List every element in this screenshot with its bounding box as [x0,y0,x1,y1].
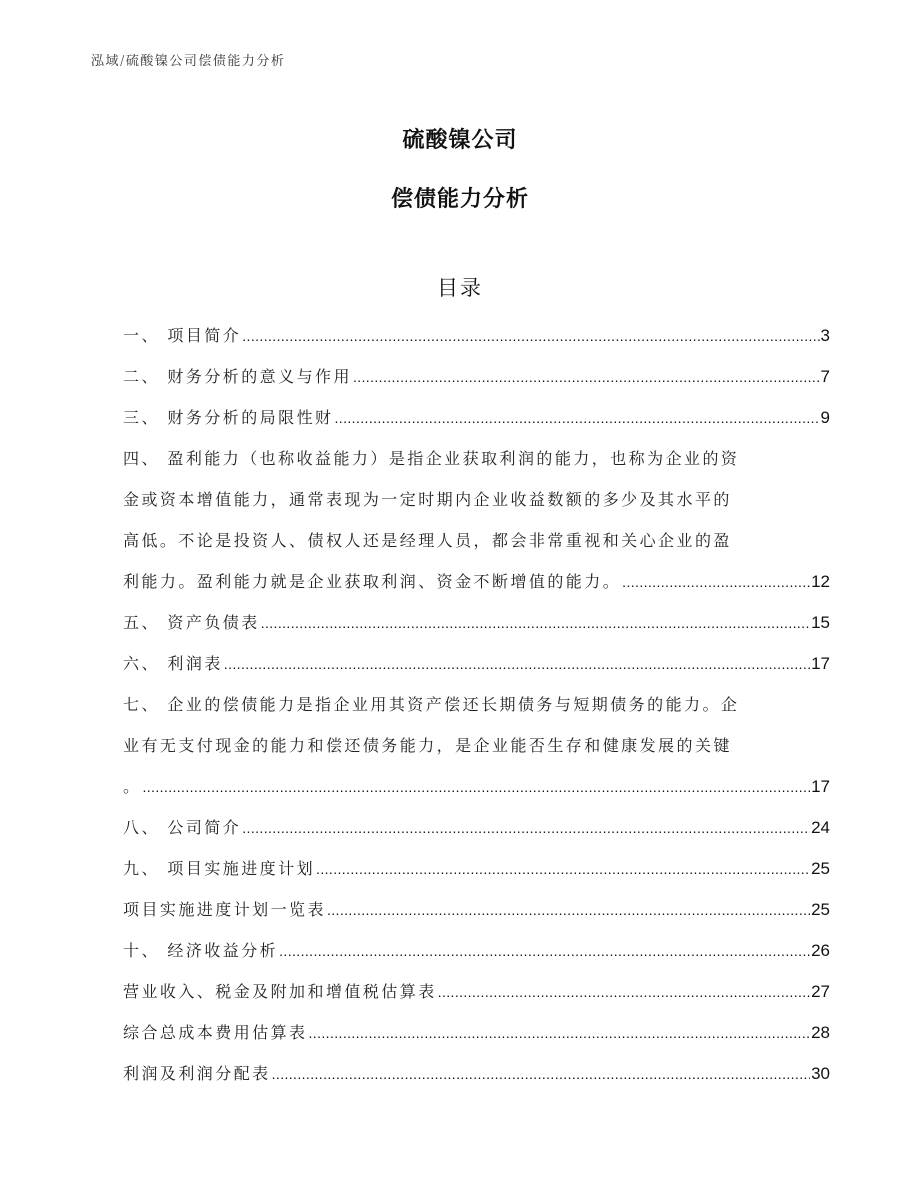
toc-entry-text: 一、 项目简介 [123,326,242,345]
dot-leader [335,403,820,433]
toc-entry[interactable] [123,936,830,977]
toc-entry[interactable] [123,1059,830,1100]
toc-entry-text: 六、 利润表 [123,654,223,673]
toc-page-number: 25 [811,900,830,919]
toc-entry-text: 营业收入、税金及附加和增值税估算表 [123,982,437,1001]
document-subtitle: 偿债能力分析 [390,187,529,212]
dot-leader [438,977,810,1007]
toc-page-number: 17 [811,654,830,673]
toc-entry-text: 九、 项目实施进度计划 [123,859,316,878]
document-title: 硫酸镍公司 [402,128,518,153]
toc-entry-text: 三、 财务分析的局限性财 [123,408,334,427]
toc-page-number: 15 [811,613,830,632]
toc-entry-text: 综合总成本费用估算表 [123,1023,308,1042]
dot-leader [622,567,810,597]
toc-entry[interactable] [123,403,830,444]
toc-entry[interactable] [123,321,830,362]
dot-leader [224,649,810,679]
table-of-contents [123,321,830,1100]
toc-entry[interactable] [123,977,830,1018]
toc-entry-text: 利润及利润分配表 [123,1064,271,1083]
toc-entry[interactable] [123,608,830,649]
toc-entry-text: 八、 公司简介 [123,818,242,837]
toc-heading: 目录 [437,276,483,300]
toc-entry-text: 业有无支付现金的能力和偿还债务能力，是企业能否生存和健康发展的关键 [123,736,732,755]
dot-leader [242,321,819,351]
toc-entry-text: 七、 企业的偿债能力是指企业用其资产偿还长期债务与短期债务的能力。企 [123,695,740,714]
running-header: 泓域/硫酸镍公司偿债能力分析 [91,54,286,69]
dot-leader [242,813,810,843]
toc-page-number: 12 [811,572,830,591]
toc-entry[interactable] [123,895,830,936]
dot-leader [327,895,810,925]
toc-page-number: 3 [820,326,830,345]
toc-page-number: 26 [811,941,830,960]
toc-page-number: 30 [811,1064,830,1083]
toc-entry-text: 利能力。盈利能力就是企业获取利润、资金不断增值的能力。 [123,572,622,591]
dot-leader [142,772,810,802]
toc-entry-text: 二、 财务分析的意义与作用 [123,367,352,386]
dot-leader [309,1018,811,1048]
toc-entry-text: 高低。不论是投资人、债权人还是经理人员，都会非常重视和关心企业的盈 [123,531,732,550]
toc-entry[interactable] [123,444,830,608]
toc-entry[interactable] [123,649,830,690]
dot-leader [353,362,820,392]
toc-entry[interactable] [123,690,830,813]
toc-entry-text: 五、 资产负债表 [123,613,260,632]
toc-page-number: 17 [811,777,830,796]
toc-page-number: 9 [820,408,830,427]
dot-leader [261,608,810,638]
toc-page-number: 25 [811,859,830,878]
toc-entry-text: 四、 盈利能力（也称收益能力）是指企业获取利润的能力，也称为企业的资 [123,449,740,468]
toc-entry[interactable] [123,1018,830,1059]
toc-page-number: 24 [811,818,830,837]
toc-entry-text: 。 [123,777,142,796]
toc-entry[interactable] [123,854,830,895]
toc-entry-text: 金或资本增值能力，通常表现为一定时期内企业收益数额的多少及其水平的 [123,490,732,509]
toc-page-number: 27 [811,982,830,1001]
toc-page-number: 28 [811,1023,830,1042]
toc-entry-text: 项目实施进度计划一览表 [123,900,326,919]
dot-leader [272,1059,810,1089]
dot-leader [316,854,810,884]
toc-page-number: 7 [820,367,830,386]
toc-entry[interactable] [123,813,830,854]
toc-entry[interactable] [123,362,830,403]
toc-entry-text: 十、 经济收益分析 [123,941,279,960]
dot-leader [279,936,810,966]
